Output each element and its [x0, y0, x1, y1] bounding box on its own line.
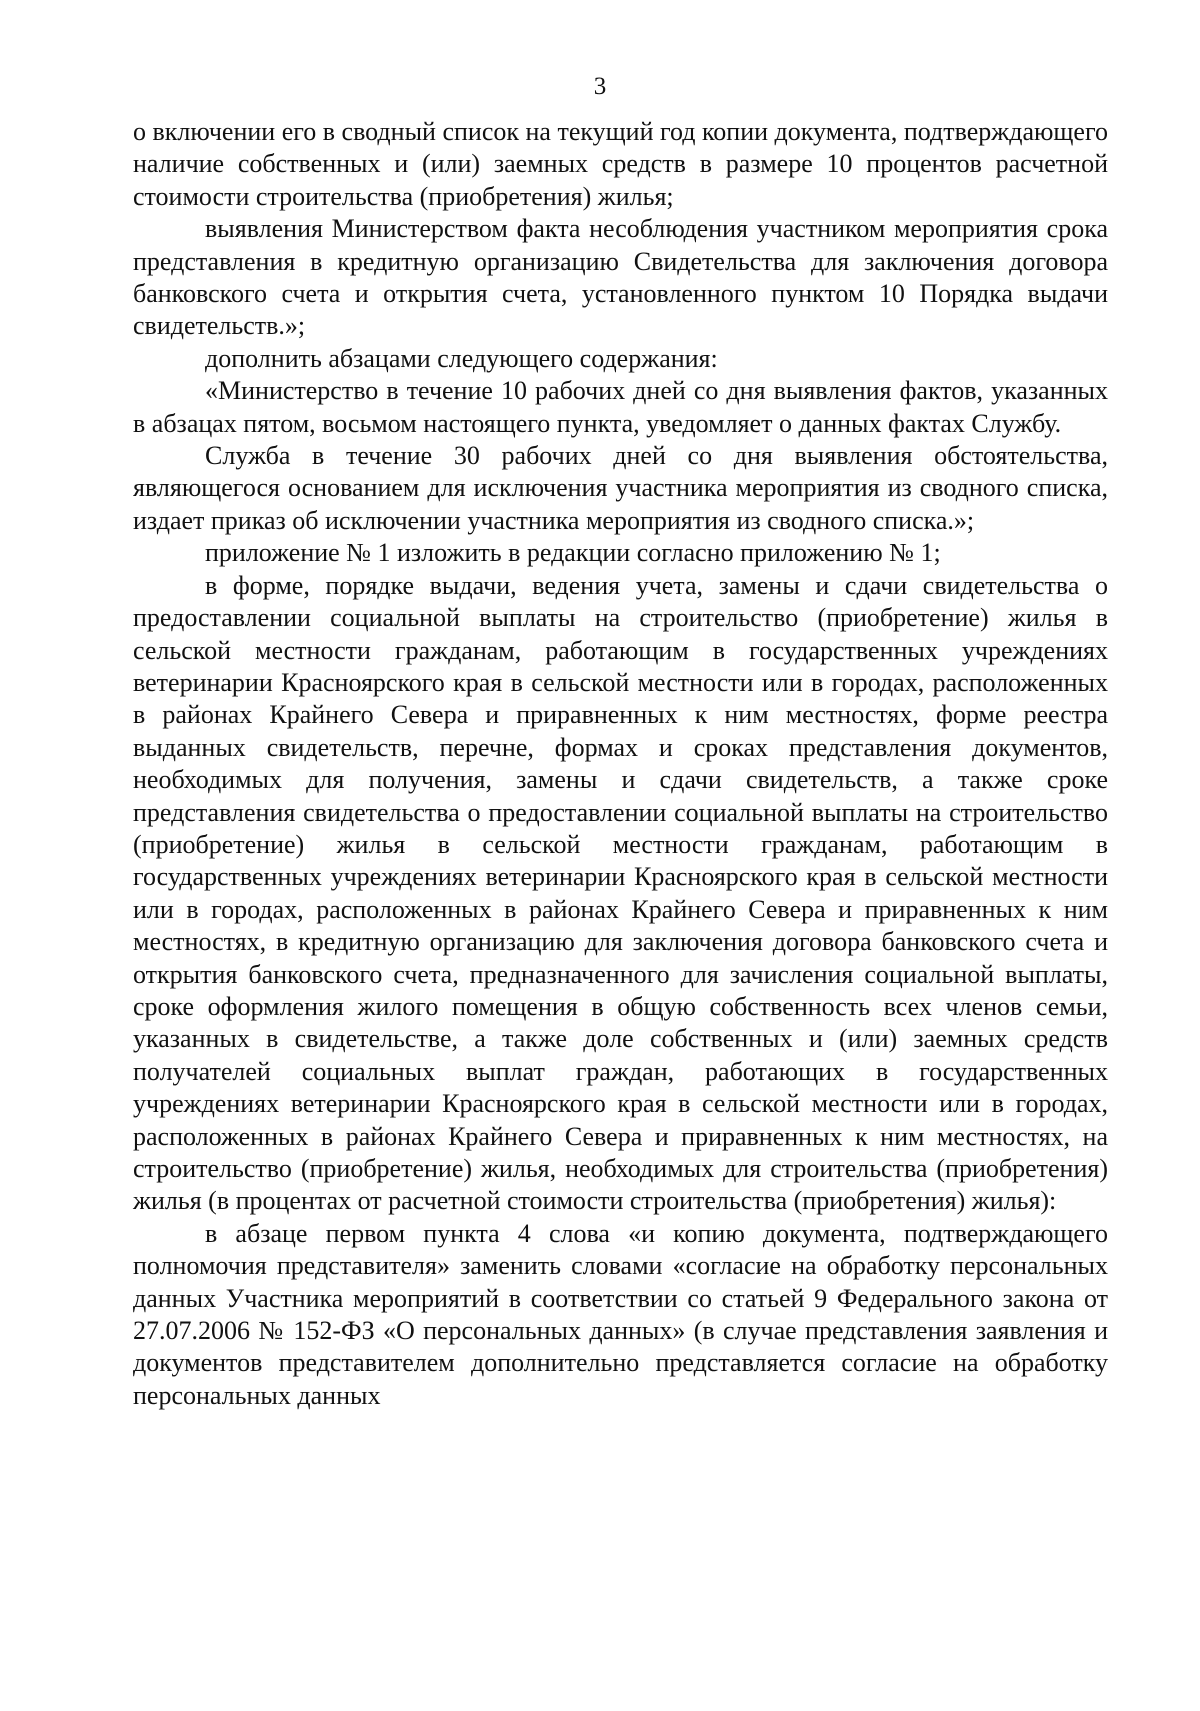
paragraph: выявления Министерством факта несоблюдения участником мероприятия срока представления в кредитную организацию Свидетельства для заключения договора банковского счета и открытия счета, установленного пунктом 10 Порядка выдачи свидетельств.»; — [133, 214, 1108, 341]
paragraph: Служба в течение 30 рабочих дней со дня выявления обстоятельства, являющегося основанием для исключения участника мероприятия из сводного списка, издает приказ об исключении участника мероприятия из сводного списка.»; — [133, 441, 1108, 535]
page-number: 3 — [593, 73, 607, 100]
paragraph: в абзаце первом пункта 4 слова «и копию документа, подтверждающего полномочия представителя» заменить словами «согласие на обработку персональных данных Участника мероприятий в соответствии со статьей 9 Федерального закона от 27.07.2006 № 152-ФЗ «О персональных данных» (в случае представления заявления и документов представителем дополнительно представляется согласие на обработку персональных данных — [133, 1218, 1108, 1410]
document-body — [133, 116, 1108, 1412]
paragraph: «Министерство в течение 10 рабочих дней со дня выявления фактов, указанных в абзацах пятом, восьмом настоящего пункта, уведомляет о данных фактах Службу. — [133, 376, 1108, 438]
paragraph: в форме, порядке выдачи, ведения учета, замены и сдачи свидетельства о предоставлении социальной выплаты на строительство (приобретение) жилья в сельской местности гражданам, работающим в государственных учреждениях ветеринарии Красноярского края в сельской местности или в городах, расположенных в районах Крайнего Севера и приравненных к ним местностях, форме реестра выданных свидетельств, перечне, формах и сроках представления документов, необходимых для получения, замены и сдачи свидетельств, а также сроке представления свидетельства о предоставлении социальной выплаты на строительство (приобретение) жилья в сельской местности гражданам, работающим в государственных учреждениях ветеринарии Красноярского края в сельской местности или в городах, расположенных в районах Крайнего Севера и приравненных к ним местностях, в кредитную организацию для заключения договора банковского счета и открытия банковского счета, предназначенного для зачисления социальной выплаты, сроке оформления жилого помещения в общую собственность всех членов семьи, указанных в свидетельстве, а также доле собственных и (или) заемных средств получателей социальных выплат граждан, работающих в государственных учреждениях ветеринарии Красноярского края в сельской местности или в городах, расположенных в районах Крайнего Севера и приравненных к ним местностях, на строительство (приобретение) жилья, необходимых для строительства (приобретения) жилья (в процентах от расчетной стоимости строительства (приобретения) жилья): — [133, 570, 1108, 1216]
paragraph: приложение № 1 изложить в редакции согласно приложению № 1; — [205, 538, 941, 568]
paragraph: дополнить абзацами следующего содержания: — [205, 343, 718, 373]
paragraph: о включении его в сводный список на текущий год копии документа, подтверждающего наличие собственных и (или) заемных средств в размере 10 процентов расчетной стоимости строительства (приобретения) жилья; — [133, 117, 1108, 211]
